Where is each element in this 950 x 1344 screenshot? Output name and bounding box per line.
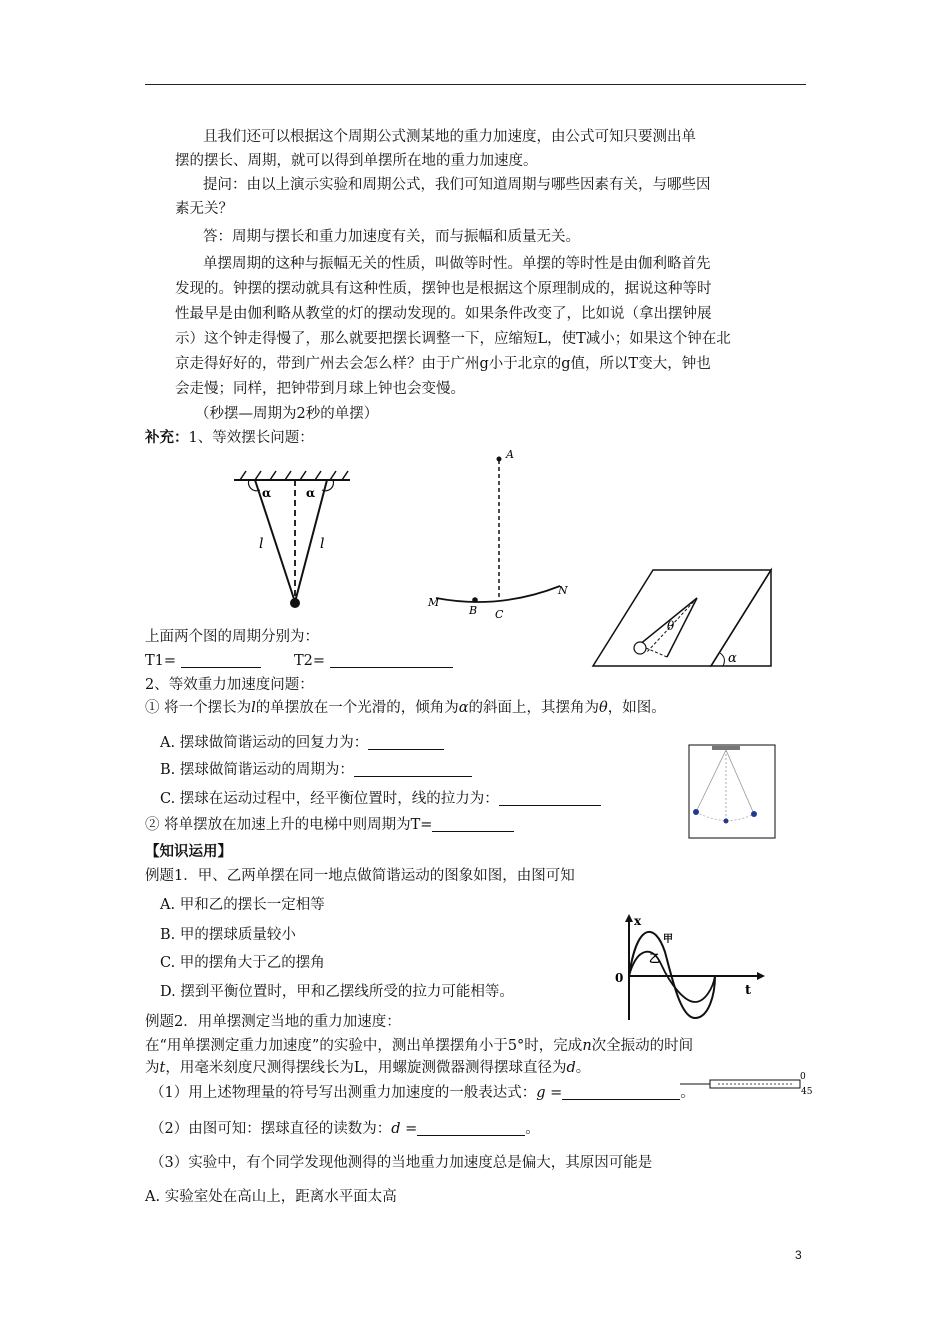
- t2-label: T2=: [294, 653, 326, 669]
- micrometer-top: 0: [800, 1072, 806, 1082]
- supplement-label: 补充：: [145, 429, 189, 446]
- step-2-text: （2）由图可知：摆球直径的读数为：: [150, 1121, 392, 1137]
- fig2-label-B: B: [469, 604, 478, 617]
- t1-label: T1=: [145, 653, 177, 669]
- option-c-blank[interactable]: [499, 791, 601, 806]
- example-2-line-2: [145, 1058, 590, 1078]
- paragraph-line: 性最早是由伽利略从教堂的灯的摆动发现的。如果条件改变了，比如说（拿出摆钟展: [175, 306, 712, 322]
- option-b: [160, 760, 472, 780]
- option-a-text: A. 摆球做简谐运动的回复力为：: [160, 735, 369, 751]
- example-2: 例题2．用单摆测定当地的重力加速度：: [145, 1014, 401, 1030]
- paragraph-line: 答：周期与摆长和重力加速度有关，而与振幅和质量无关。: [203, 229, 580, 245]
- paragraph-line: 京走得好好的，带到广州去会怎么样？由于广州g小于北京的g值，所以T变大，钟也: [175, 356, 711, 372]
- step-1-text: （1）用上述物理量的符号写出测重力加速度的一般表达式：: [150, 1085, 537, 1101]
- paragraph-line: 素无关？: [175, 201, 233, 217]
- ex2b-end: 。: [575, 1060, 591, 1076]
- step-1-end: 。: [680, 1085, 695, 1101]
- fig5-origin: 0: [615, 971, 624, 985]
- step-2-end: 。: [525, 1121, 540, 1137]
- t1-line: [145, 651, 261, 671]
- t2-blank[interactable]: [330, 653, 453, 668]
- option-a-blank[interactable]: [368, 735, 444, 750]
- figure-arc-pendulum: [428, 448, 578, 623]
- ex2b-d: d: [566, 1060, 576, 1076]
- paragraph-line: （秒摆—周期为2秒的单摆）: [195, 406, 379, 422]
- step-2: [150, 1119, 540, 1139]
- paragraph-line: 单摆周期的这种与振幅无关的性质，叫做等时性。单摆的等时性是由伽利略首先: [203, 256, 711, 272]
- t2-line: [294, 651, 453, 671]
- example-1-option-a: A. 甲和乙的摆长一定相等: [160, 897, 325, 913]
- fig5-axis-t: t: [745, 983, 752, 998]
- ex2a-post: 次全振动的时间: [591, 1038, 694, 1054]
- q2-text: ② 将单摆放在加速上升的电梯中则周期为T=: [145, 817, 433, 833]
- header-rule: [145, 84, 806, 85]
- q1-end: ，如图。: [607, 700, 666, 716]
- step-1: [150, 1083, 695, 1103]
- figure-incline-pendulum: [593, 568, 793, 668]
- q1-alpha: α: [458, 700, 469, 716]
- figure-oscillation-graph: [615, 912, 765, 1022]
- micrometer-bottom: 45: [801, 1087, 813, 1097]
- example-1-option-d: D. 摆到平衡位置时，甲和乙摆线所受的拉力可能相等。: [160, 984, 514, 1000]
- ex2b-t: t: [159, 1060, 166, 1076]
- q2-blank[interactable]: [432, 817, 514, 832]
- q1-l: l: [251, 700, 256, 716]
- fig1-alpha-left: α: [262, 486, 272, 500]
- ex2b-pre: 为: [145, 1060, 160, 1076]
- option-c-text: C. 摆球在运动过程中，经平衡位置时，线的拉力为：: [160, 791, 499, 807]
- paragraph-line: 会走慢；同样，把钟带到月球上钟也会变慢。: [175, 381, 465, 397]
- q1-mid2: 的斜面上，其摆角为: [468, 700, 600, 716]
- fig2-label-N: N: [558, 584, 568, 597]
- figure-elevator-pendulum: [688, 744, 778, 840]
- example-2-line-1: [145, 1036, 693, 1056]
- paragraph-line: 示）这个钟走得慢了，那么就要把摆长调整一下，应缩短L，使T减小；如果这个钟在北: [175, 331, 731, 347]
- q1-theta: θ: [599, 700, 608, 716]
- option-b-blank[interactable]: [354, 762, 472, 777]
- supplement-heading: [145, 428, 314, 448]
- step-1-g: g =: [536, 1085, 563, 1101]
- paragraph-line: 发现的。钟摆的摆动就具有这种性质，摆钟也是根据这个原理制成的，据说这种等时: [175, 281, 712, 297]
- fig1-l-right: l: [320, 536, 325, 552]
- figure-micrometer: [680, 1070, 813, 1097]
- periods-question: 上面两个图的周期分别为：: [145, 629, 319, 645]
- ex2a-n: n: [582, 1038, 592, 1054]
- fig2-label-A: A: [506, 448, 514, 461]
- step-2-d: d =: [391, 1121, 418, 1137]
- step-3-option-a: A. 实验室处在高山上，距离水平面太高: [145, 1189, 397, 1205]
- option-a: [160, 733, 444, 753]
- question-1: [145, 698, 666, 718]
- fig2-label-M: M: [428, 596, 440, 609]
- fig1-l-left: l: [259, 536, 264, 552]
- step-1-blank[interactable]: [562, 1085, 680, 1100]
- fig5-label-yi: 乙: [649, 952, 660, 965]
- option-c: [160, 789, 601, 809]
- page-number: 3: [795, 1248, 802, 1262]
- step-3: （3）实验中，有个同学发现他测得的当地重力加速度总是偏大，其原因可能是: [150, 1155, 653, 1171]
- paragraph-line: 摆的摆长、周期，就可以得到单摆所在地的重力加速度。: [175, 153, 538, 169]
- fig3-alpha: α: [728, 651, 737, 666]
- figure-equivalent-length-v: [232, 470, 362, 610]
- fig3-theta: θ: [667, 619, 675, 633]
- fig1-alpha-right: α: [306, 486, 316, 500]
- fig5-axis-x: x: [634, 914, 642, 928]
- fig5-label-jia: 甲: [663, 934, 673, 945]
- supplement-item2: 2、等效重力加速度问题：: [145, 677, 314, 693]
- supplement-item1: 1、等效摆长问题：: [188, 430, 314, 446]
- example-1-option-b: B. 甲的摆球质量较小: [160, 927, 296, 943]
- q1-mid: 的单摆放在一个光滑的，倾角为: [255, 700, 459, 716]
- fig2-label-C: C: [495, 608, 504, 621]
- option-b-text: B. 摆球做简谐运动的周期为：: [160, 762, 354, 778]
- example-1-option-c: C. 甲的摆角大于乙的摆角: [160, 955, 325, 971]
- step-2-blank[interactable]: [417, 1121, 525, 1136]
- t1-blank[interactable]: [181, 653, 261, 668]
- ex2a-pre: 在“用单摆测定重力加速度”的实验中，测出单摆摆角小于5°时，完成: [145, 1038, 583, 1054]
- paragraph-line: 提问：由以上演示实验和周期公式，我们可知道周期与哪些因素有关，与哪些因: [203, 177, 711, 193]
- question-2: [145, 815, 514, 835]
- paragraph-line: 且我们还可以根据这个周期公式测某地的重力加速度，由公式可知只要测出单: [203, 129, 696, 145]
- example-1: 例题1．甲、乙两单摆在同一地点做简谐运动的图象如图，由图可知: [145, 868, 575, 884]
- knowledge-title: 【知识运用】: [145, 843, 232, 860]
- ex2b-mid: ，用毫米刻度尺测得摆线长为L，用螺旋测微器测得摆球直径为: [165, 1060, 567, 1076]
- q1-pre: ① 将一个摆长为: [145, 700, 252, 716]
